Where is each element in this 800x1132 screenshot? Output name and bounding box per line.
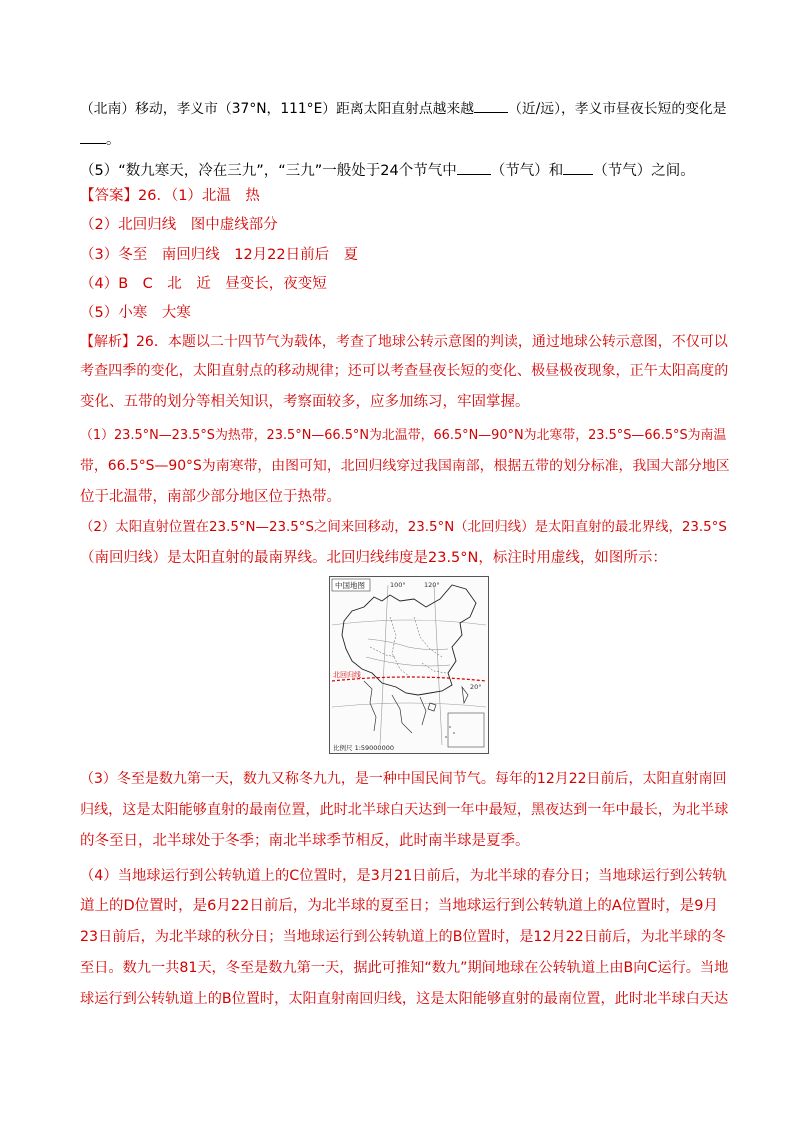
answer-blank	[80, 129, 106, 144]
question-text: （节气）和	[490, 163, 564, 179]
analysis-line: （2）太阳直射位置在23.5°N—23.5°S之间来回移动，23.5°N（北回归线）是太阳直射的最北界线，23.5°S	[80, 520, 727, 535]
latitude-label: 20°	[470, 683, 482, 691]
analysis-line: 的冬至日，北半球处于冬季；南北半球季节相反，此时南半球是夏季。	[80, 833, 530, 849]
analysis-line	[80, 332, 730, 352]
longitude-label: 120°	[424, 581, 440, 589]
analysis-line: （南回归线）是太阳直射的最南界线。北回归线纬度是23.5°N，标注时用虚线，如图所示：	[80, 550, 667, 566]
answer-item: （5）小寒 大寒	[80, 305, 191, 321]
analysis-tag: 【解析】	[80, 334, 136, 350]
analysis-line: （1）23.5°N—23.5°S为热带，23.5°N—66.5°N为北温带，66.5°N—90°N为北寒带，23.5°S—66.5°S为南温	[80, 428, 727, 443]
china-map-svg	[330, 577, 488, 753]
analysis-line: （4）当地球运行到公转轨道上的C位置时，是3月21日前后，为北半球的春分日；当地球运行到公转轨	[80, 868, 727, 884]
hainan-island	[428, 703, 436, 711]
analysis-line: 23日前后，为北半球的秋分日；当地球运行到公转轨道上的B位置时，是12月22日前后，为北半球的冬	[80, 929, 726, 945]
question-line-1	[80, 98, 730, 119]
analysis-line: 道上的D位置时，是6月22日前后，为北半球的夏至日；当地球运行到公转轨道上的A位置时，是9月	[80, 898, 718, 914]
china-map-figure	[329, 576, 489, 754]
taiwan-island	[462, 687, 468, 703]
south-china-sea-inset	[448, 713, 484, 747]
answer-blank	[457, 160, 491, 175]
analysis-line: 球运行到公转轨道上的B位置时，太阳直射南回归线，这是太阳能够直射的最南位置，此时北半球白天达	[80, 991, 729, 1007]
south-sea-island	[445, 736, 447, 738]
meridian-line	[434, 585, 442, 745]
parallel-line	[332, 703, 486, 707]
question-text: （5）“数九寒天，冷在三九”，“三九”一般处于24个节气中	[80, 163, 457, 179]
answer-text: 26．（1）北温 热	[138, 188, 260, 204]
answer-tag: 【答案】	[80, 188, 138, 204]
meridian-line	[380, 585, 388, 745]
river	[368, 639, 448, 650]
question-line-2	[80, 129, 730, 150]
analysis-text: 26．本题以二十四节气为载体，考查了地球公转示意图的判读，通过地球公转示意图，不仅可以	[136, 334, 728, 350]
answer-heading	[80, 186, 730, 206]
south-sea-island	[453, 732, 455, 734]
answer-item: （3）冬至 南回归线 12月22日前后 夏	[80, 247, 359, 263]
answer-item: （4）B C 北 近 昼变长，夜变短	[80, 276, 327, 292]
question-text: （北南）移动，孝义市（37°N，111°E）距离太阳直射点越来越	[80, 101, 475, 117]
analysis-line: 归线，这是太阳能够直射的最南位置，此时北半球白天达到一年中最短，黑夜达到一年中最长，为北半球	[80, 802, 729, 818]
analysis-line: 至日。数九一共81天，冬至是数九第一天，据此可推知“数九”期间地球在公转轨道上由B向C运行。当地	[80, 960, 729, 976]
longitude-label: 100°	[390, 581, 406, 589]
tropic-label: 北回归线	[333, 671, 361, 679]
analysis-line: 变化、五带的划分等相关知识，考察面较多，应多加练习，牢固掌握。	[80, 394, 530, 410]
south-sea-island	[449, 726, 451, 728]
answer-item: （2）北回归线 图中虚线部分	[80, 217, 278, 233]
answer-blank	[474, 98, 508, 113]
analysis-line: 考查四季的变化，太阳直射点的移动规律；还可以考查昼夜长短的变化、极昼极夜现象，正午太阳高度的	[80, 363, 729, 379]
analysis-line: 位于北温带，南部少部分地区位于热带。	[80, 489, 341, 505]
analysis-line: 带，66.5°S—90°S为南寒带，由图可知，北回归线穿过我国南部，根据五带的划分标准，我国大部分地区	[80, 458, 730, 474]
southeast-asia-coast	[364, 681, 426, 733]
analysis-line: （3）冬至是数九第一天，数九又称冬九九，是一种中国民间节气。每年的12月22日前后，太阳直射南回	[80, 771, 727, 787]
answer-blank	[563, 160, 593, 175]
map-scale: 比例尺 1:59000000	[333, 744, 394, 752]
question-text: 。	[106, 132, 121, 148]
question-text: （节气）之间。	[593, 163, 695, 179]
map-title: 中国地图	[335, 581, 365, 590]
question-text: （近/远），孝义市昼夜长短的变化是	[508, 101, 727, 117]
question-line-3	[80, 160, 730, 181]
